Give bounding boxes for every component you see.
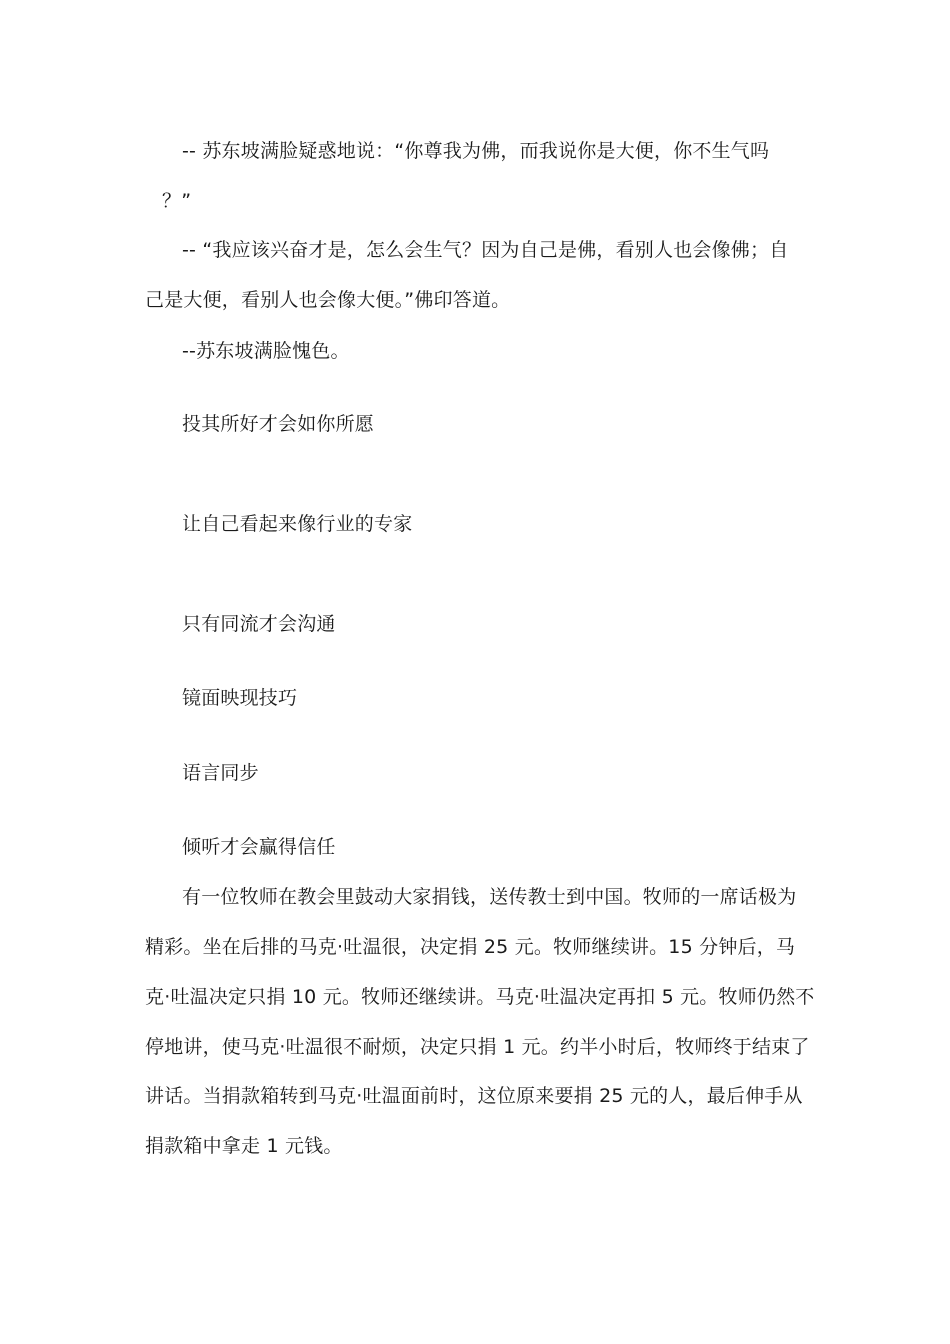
- dialogue-line-2-continuation: 己是大便，看别人也会像大便。”佛印答道。: [145, 289, 511, 311]
- heading-1: 投其所好才会如你所愿: [182, 413, 375, 435]
- heading-6: 倾听才会赢得信任: [182, 836, 336, 858]
- dialogue-line-1-continuation: ？”: [162, 190, 192, 212]
- dialogue-line-1: -- 苏东坡满脸疑惑地说：“你尊我为佛，而我说你是大便，你不生气吗: [182, 140, 770, 162]
- story-line-2: 精彩。坐在后排的马克·吐温很，决定捐 25 元。牧师继续讲。15 分钟后，马: [145, 936, 796, 958]
- dialogue-line-3: --苏东坡满脸愧色。: [182, 340, 350, 362]
- heading-3: 只有同流才会沟通: [182, 613, 336, 635]
- heading-4: 镜面映现技巧: [182, 687, 298, 709]
- story-line-5: 讲话。当捐款箱转到马克·吐温面前时，这位原来要捐 25 元的人，最后伸手从: [145, 1085, 803, 1107]
- dialogue-line-2: -- “我应该兴奋才是，怎么会生气？因为自己是佛，看别人也会像佛；自: [182, 239, 789, 261]
- story-line-6: 捐款箱中拿走 1 元钱。: [145, 1135, 343, 1157]
- heading-5: 语言同步: [182, 762, 259, 784]
- story-line-3: 克·吐温决定只捐 10 元。牧师还继续讲。马克·吐温决定再扣 5 元。牧师仍然不: [145, 986, 815, 1008]
- story-line-1: 有一位牧师在教会里鼓动大家捐钱，送传教士到中国。牧师的一席话极为: [182, 886, 797, 908]
- story-line-4: 停地讲，使马克·吐温很不耐烦，决定只捐 1 元。约半小时后，牧师终于结束了: [145, 1036, 810, 1058]
- heading-2: 让自己看起来像行业的专家: [182, 513, 413, 535]
